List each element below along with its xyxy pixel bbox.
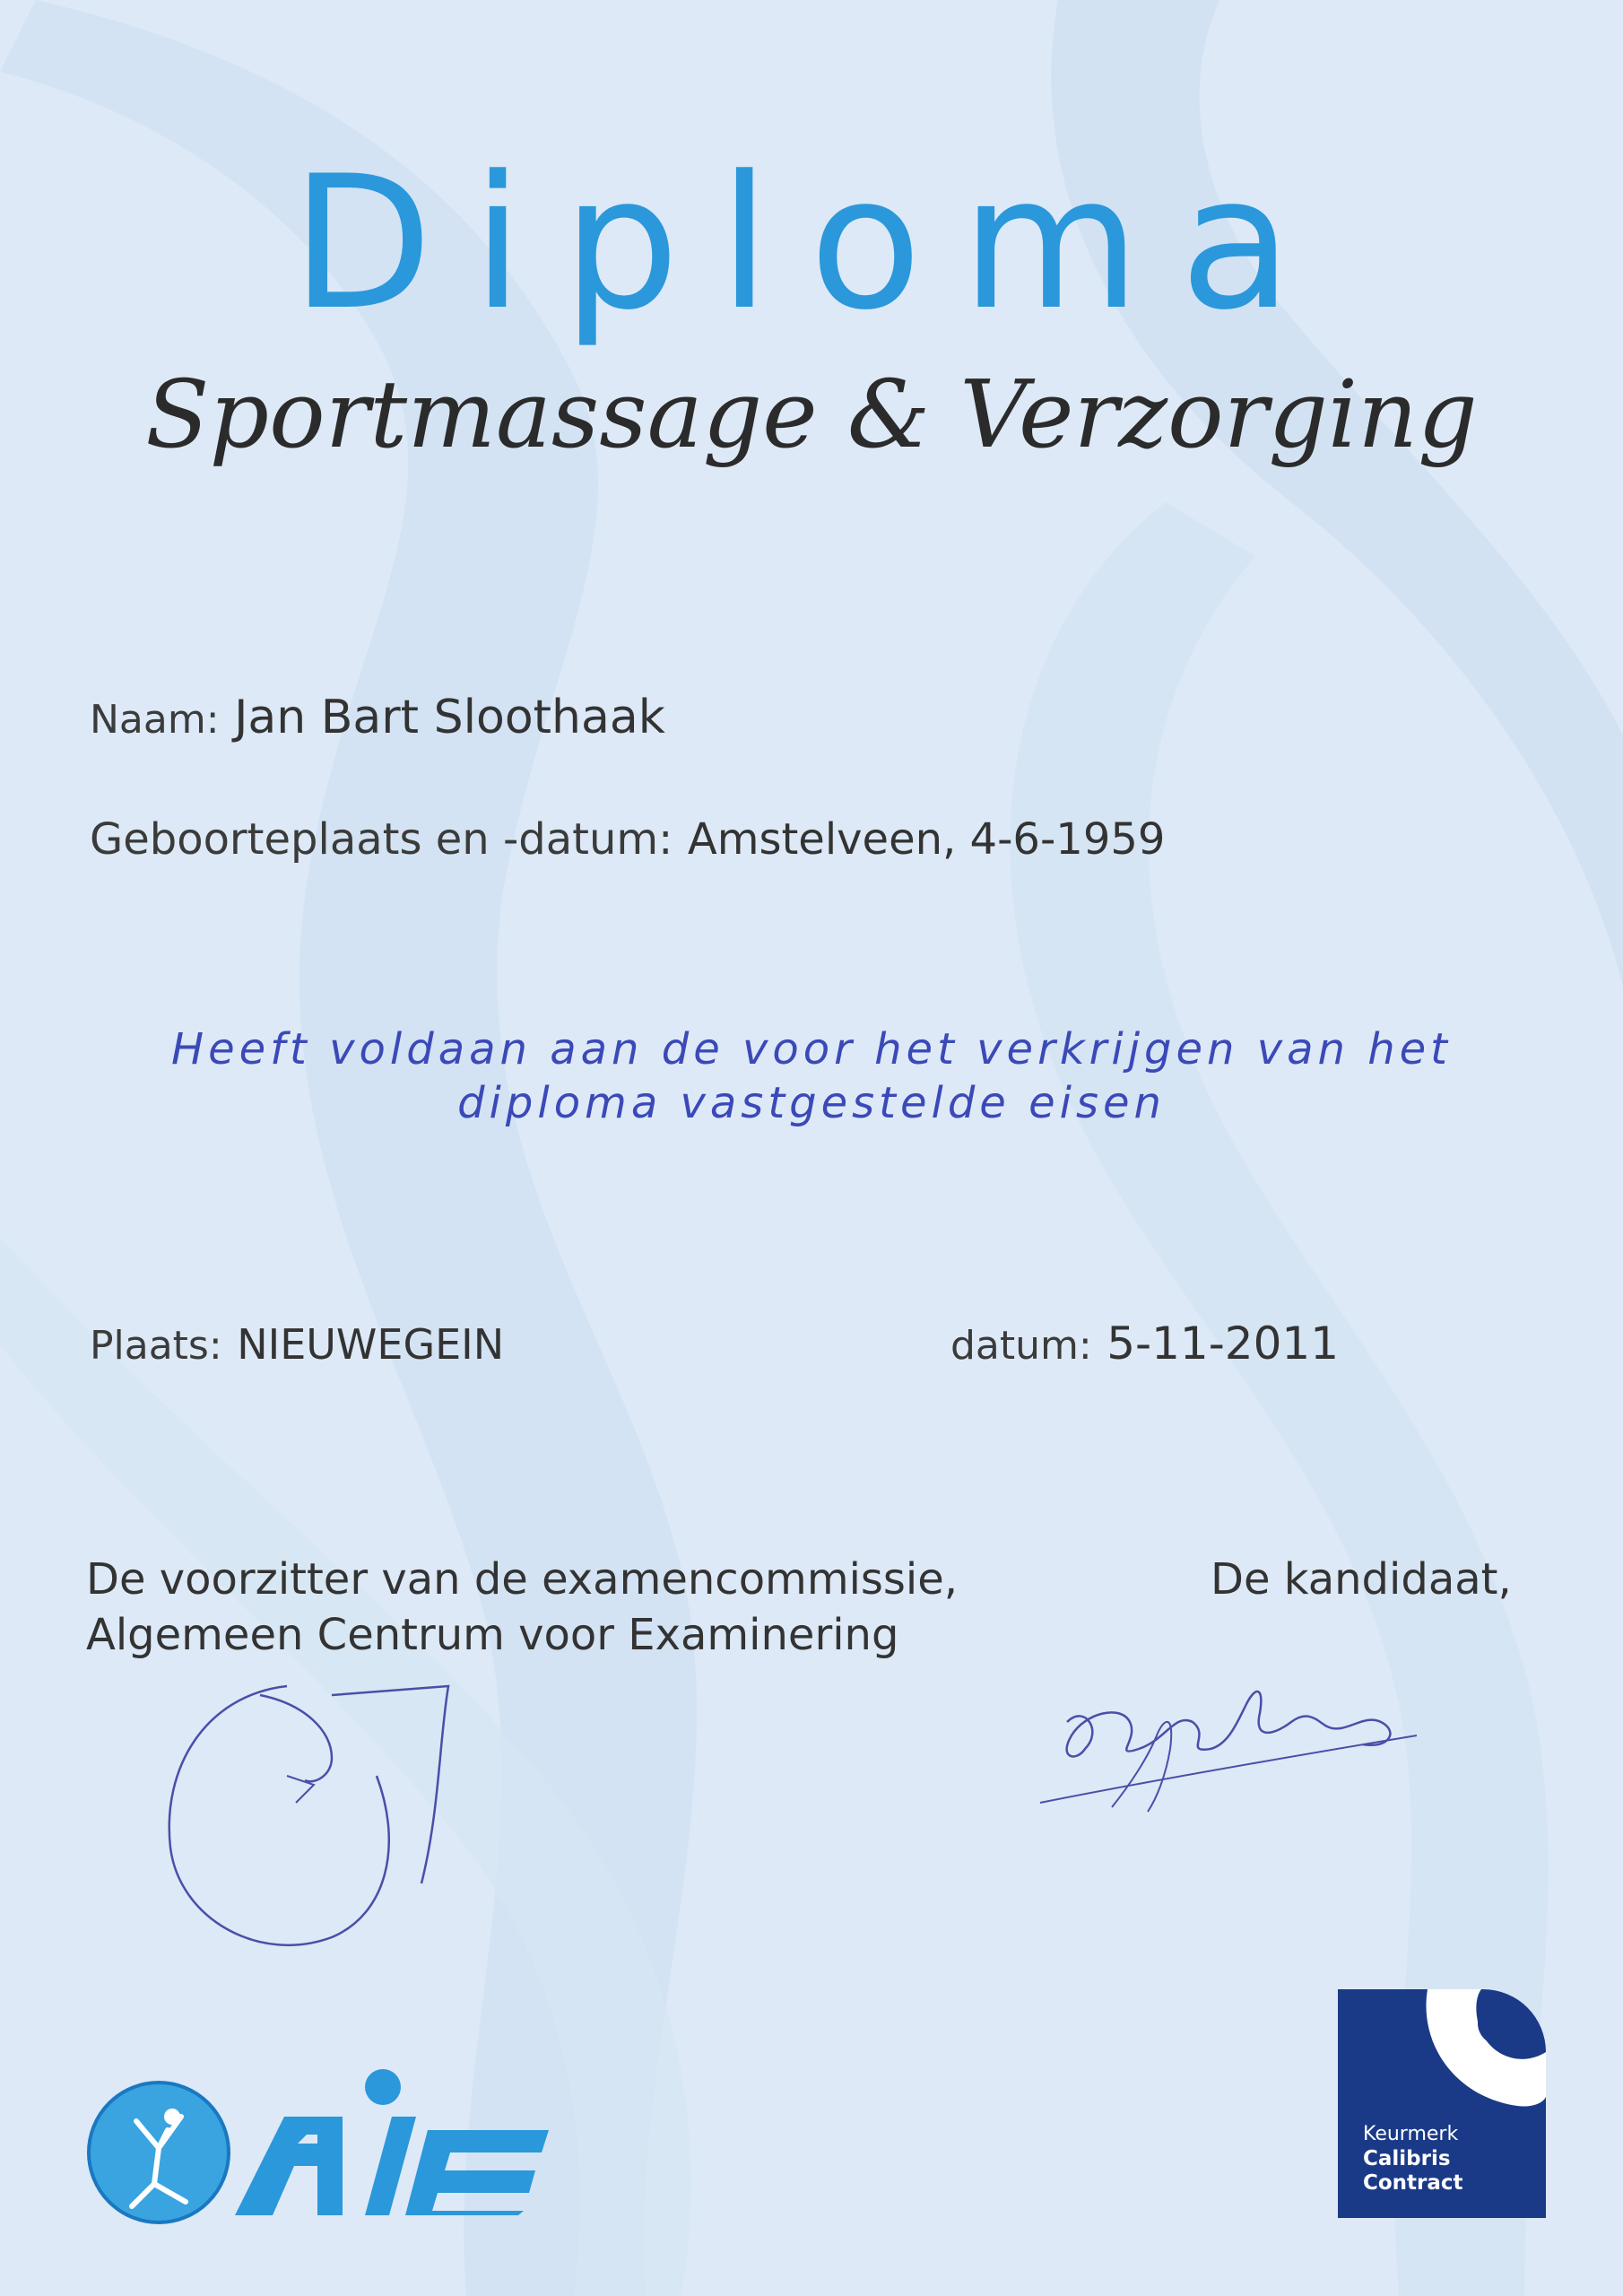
date-value: 5-11-2011 xyxy=(1107,1318,1340,1370)
birth-value: Amstelveen, 4-6-1959 xyxy=(687,814,1166,865)
diploma-subtitle: Sportmassage & Verzorging xyxy=(145,360,1478,469)
calibris-swoosh xyxy=(1401,1989,1546,2133)
diploma-title: Diploma xyxy=(291,137,1332,351)
chair-line-2: Algemeen Centrum voor Examinering xyxy=(86,1610,899,1661)
name-field xyxy=(90,691,665,744)
candidate-signature xyxy=(1022,1650,1444,1821)
candidate-block xyxy=(1211,1552,1512,1607)
place-label: Plaats: xyxy=(90,1323,222,1369)
birth-label: Geboorteplaats en -datum: xyxy=(90,814,673,865)
statement-line-2: diploma vastgestelde eisen xyxy=(457,1078,1166,1129)
place-value: NIEUWEGEIN xyxy=(237,1320,505,1369)
date-field xyxy=(950,1317,1339,1370)
name-label: Naam: xyxy=(90,697,220,743)
place-field xyxy=(90,1317,504,1370)
chair-line-1: De voorzitter van de examencommissie, xyxy=(86,1554,959,1605)
chair-signature xyxy=(152,1668,475,1991)
candidate-line-1: De kandidaat, xyxy=(1211,1554,1512,1605)
birth-field xyxy=(90,812,1165,865)
ace-logo-text: ACE xyxy=(82,2054,111,2071)
name-value: Jan Bart Slootha​ak xyxy=(234,691,665,744)
ace-logo-graphic xyxy=(82,2054,585,2229)
calibris-name: Calibris Contract xyxy=(1363,2146,1463,2196)
ace-logo xyxy=(82,2054,585,2229)
chair-block xyxy=(86,1552,958,1664)
calibris-logo xyxy=(1338,1989,1546,2218)
date-label: datum: xyxy=(950,1323,1092,1369)
calibris-text xyxy=(1363,2123,1546,2196)
statement-line-1: Heeft voldaan aan de voor het verkrijgen van het xyxy=(171,1024,1452,1074)
requirements-statement xyxy=(54,1022,1569,1131)
calibris-keurmerk: Keurmerk xyxy=(1363,2123,1459,2146)
